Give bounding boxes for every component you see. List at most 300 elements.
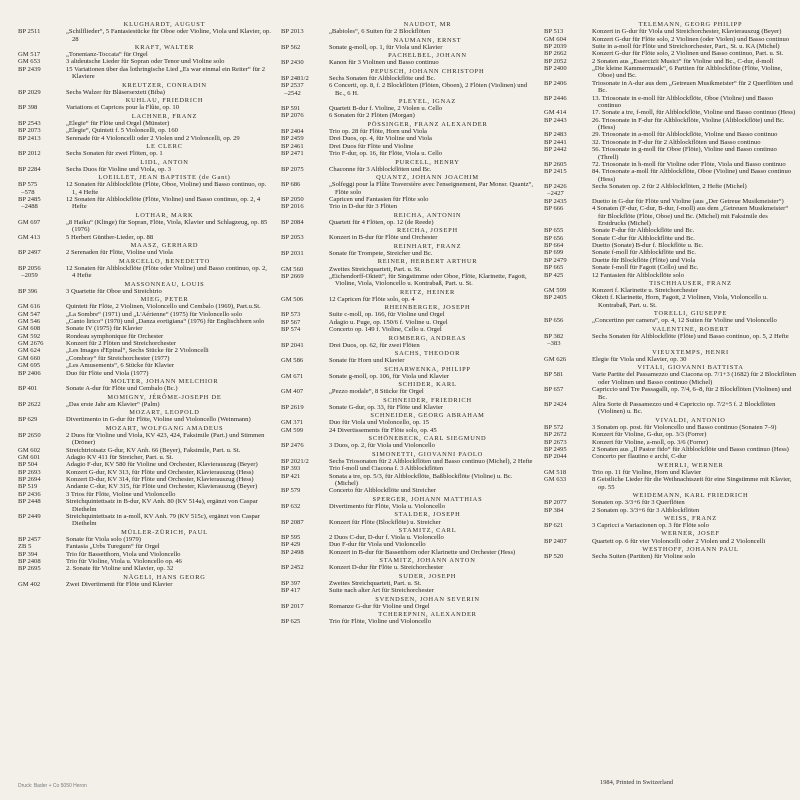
work-description: Sonate F-dur für Altblockflöte und Bc. xyxy=(592,227,695,235)
work-description: „Canto lirico“ (1970) und „Danza eortigiana“ (1976) für Englischhorn solo xyxy=(66,317,265,325)
work-description: 12 Sonaten für Altblockflöte (Flöte, Violine) und Basso continuo, op. 2, 4 Hefte xyxy=(66,196,261,211)
catalogue-number: BP 581 xyxy=(544,371,564,379)
composer-name: MARCELLO, BENEDETTO xyxy=(118,257,211,265)
composer-block xyxy=(281,121,534,158)
catalogue-number: GM 624 xyxy=(18,347,41,355)
catalogue-entry xyxy=(281,618,534,625)
catalogue-number: BP 396 xyxy=(18,287,38,295)
work-description: Streichquintettsatz in a-moll, KV Anh. 79 (KV 515c), ergänzt von Caspar Diethelm xyxy=(66,512,260,528)
catalogue-entry xyxy=(544,499,797,506)
catalogue-number: BP 562 xyxy=(281,43,301,51)
catalogue-number: BP 572 xyxy=(544,423,564,431)
catalogue-number: GM 653 xyxy=(18,58,41,66)
composer-block xyxy=(18,113,271,142)
work-description: 13. Triosonate in e-moll für Altblockflöte, Oboe (Violine) und Basso continuo xyxy=(592,94,774,109)
composer-block xyxy=(544,280,797,309)
composer-block xyxy=(281,159,534,174)
work-description: Sonate für Horn und Klavier xyxy=(329,357,405,365)
catalogue-entry xyxy=(281,273,534,288)
catalogue-entry xyxy=(544,553,797,560)
work-description: 6 Sonaten für 2 Flöten (Morgan) xyxy=(329,112,415,120)
composer-name: KREUTZER, CONRADIN xyxy=(122,81,207,89)
catalogue-number: GM 592 xyxy=(18,332,41,340)
work-description: Zweites Streichquartett, Part. u. St. xyxy=(329,579,422,587)
catalogue-entry xyxy=(544,235,797,242)
catalogue-number: BP 2012 xyxy=(18,150,41,158)
work-description: Konzert G-dur, KV 313, für Flöte und Orchester, Klavierauszug (Hess) xyxy=(66,468,254,476)
catalogue-page xyxy=(18,20,798,790)
composer-name: PURCELL, HENRY xyxy=(395,158,460,166)
work-description: 84. Triosonate a-moll für Altblockflöte, Oboe (Violine) und Basso continuo (Hess) xyxy=(592,168,792,183)
composer-block xyxy=(281,527,534,556)
composer-block xyxy=(544,349,797,364)
composer-name: KUHLAU, FRIEDRICH xyxy=(125,97,204,105)
catalogue-entry xyxy=(18,120,271,127)
catalogue-number: BP 699 xyxy=(544,249,564,257)
work-description: „Elegie“ für Flöte und Orgel (Münster) xyxy=(66,119,170,127)
catalogue-number: BP 657 xyxy=(544,386,564,394)
composer-block xyxy=(544,326,797,348)
catalogue-entry xyxy=(544,431,797,438)
catalogue-number: BP 2406 xyxy=(544,79,567,87)
catalogue-entry xyxy=(281,234,534,241)
composer-block xyxy=(18,409,271,424)
work-description: 12 Fantasien für Altblockflöte solo xyxy=(592,271,684,279)
composer-name: SPERGER, JOHANN MATTHIAS xyxy=(372,495,483,503)
catalogue-number: BP 2695 xyxy=(18,565,41,573)
catalogue-number: GM 602 xyxy=(18,446,41,454)
work-description: Sonaten op. 3/3+6 für 3 Querflöten xyxy=(592,499,685,507)
catalogue-entry xyxy=(544,257,797,264)
composer-name: PACHELBEL, JOHANN xyxy=(388,52,467,60)
composer-name: KLUGHARDT, AUGUST xyxy=(123,21,206,28)
catalogue-number: GM 2676 xyxy=(18,340,44,348)
catalogue-entry xyxy=(544,469,797,476)
catalogue-entry xyxy=(281,128,534,135)
catalogue-number: BP 656 xyxy=(544,317,564,325)
work-description: Konzert für Flöte (Blockflöte) u. Streicher xyxy=(329,518,441,526)
catalogue-entry xyxy=(281,319,534,326)
catalogue-entry xyxy=(18,536,271,543)
catalogue-number: BP 397 xyxy=(281,579,301,587)
work-description: 12 Sonaten für Altblockflöte (Flöte, Oboe, Violine) und Basso continuo, op. 1, 4 Hefte xyxy=(66,181,267,196)
work-description: „8 Haiku“ (Klinge) für Sopran, Flöte, Viola, Klavier und Schlagzeug, op. 85 (1976) xyxy=(66,218,268,234)
work-description: Trio für Violine, Viola u. Violoncello op. 46 xyxy=(66,557,182,565)
work-description: Duette für Blockflöte (Flöte) und Viola xyxy=(592,256,696,264)
work-description: Sechs Sonaten für Altblockflöte (Flöte) und Basso continuo, op. 5, 2 Hefte xyxy=(592,332,789,340)
catalogue-number: BP 2056 –2059 xyxy=(18,264,41,280)
work-description: Zwei Divertimenti für Flöte und Klavier xyxy=(66,580,173,588)
catalogue-number: GM 671 xyxy=(281,372,304,380)
catalogue-entry xyxy=(281,112,534,119)
composer-name: REITZ, HEINER xyxy=(399,288,456,296)
work-description: 3 Quartette für Oboe und Streichtrio xyxy=(66,287,162,295)
composer-block xyxy=(544,21,797,279)
work-description: Romanze G-dur für Violine und Orgel xyxy=(329,602,430,610)
work-description: Varie Partite del Passamezzo und Ciacona op. 7/1+3 (1682) für 2 Blockflöten oder Violinen und Basso continuo (Michel) xyxy=(592,371,797,386)
catalogue-entry xyxy=(281,181,534,196)
catalogue-number: BP 2405 xyxy=(544,294,567,302)
catalogue-entry xyxy=(18,347,271,354)
composer-name: WEIDEMANN, KARL FRIEDRICH xyxy=(632,492,749,499)
composer-block xyxy=(281,37,534,52)
work-description: Adagio u. Fuge, op. 150/6 f. Violine u. Orgel xyxy=(329,318,448,326)
catalogue-number: BP 425 xyxy=(544,271,564,279)
catalogue-entry xyxy=(18,370,271,377)
work-description: Sonate für Trompete, Streicher und Bc. xyxy=(329,250,433,258)
catalogue-number: BP 2441 xyxy=(544,138,567,146)
composer-name: LOTHAR, MARK xyxy=(135,211,194,219)
catalogue-number: GM 697 xyxy=(18,218,41,226)
work-description: „Concertino per camera“, op. 4, 12 Suiten für Violine und Violoncello xyxy=(592,317,777,325)
work-description: Altra Sorte di Passamezzo und 4 Capriccio op. 7/2+5 f. 2 Blockflöten (Violinen) u. Bc. xyxy=(592,400,776,416)
work-description: Rondeau symphonique für Orchester xyxy=(66,332,164,340)
work-description: 12 Sonaten für Altblockflöte (Flöte oder Violine) und Basso continuo, op. 2, 4 Hefte xyxy=(66,264,267,280)
composer-block xyxy=(281,412,534,434)
catalogue-entry xyxy=(544,28,797,35)
work-description: 3 Sonaten op. post. für Violoncello und Basso continuo (Sonaten 7–9) xyxy=(592,423,777,431)
catalogue-entry xyxy=(544,183,797,198)
catalogue-entry xyxy=(18,581,271,588)
composer-name: REINHART, FRANZ xyxy=(393,242,462,250)
catalogue-number: BP 665 xyxy=(544,264,564,272)
work-description: „Tonentanz-Toccata“ für Orgel xyxy=(66,51,148,59)
composer-name: TELEMANN, GEORG PHILIPP xyxy=(638,21,743,28)
work-description: 29. Triosonate in a-moll für Altblockflöte, Violine und Basso continuo xyxy=(592,131,778,139)
composer-name: VIEUXTEMPS, HENRI xyxy=(652,348,729,356)
composer-name: SCHÖNEBECK, CARL SIEGMUND xyxy=(368,435,487,443)
catalogue-entry xyxy=(281,311,534,318)
catalogue-entry xyxy=(18,476,271,483)
catalogue-number: GM 414 xyxy=(544,109,567,117)
work-description: „Schilflieder“, 5 Fantasiestücke für Oboe oder Violine, Viola und Klavier, op. 28 xyxy=(66,28,271,43)
work-description: Sonate IV (1975) für Klavier xyxy=(66,325,143,333)
catalogue-entry xyxy=(281,203,534,210)
composer-block xyxy=(281,573,534,595)
work-description: Sonate G-dur, op. 33, für Flöte und Klavier xyxy=(329,403,444,411)
catalogue-entry xyxy=(18,51,271,58)
work-description: Streichtrioisatz G-dur, KV Anh. 66 (Beyer), Faksimile, Part. u. St. xyxy=(66,446,241,454)
work-description: Serenade für 4 Violoncelli oder 2 Violen und 2 Violoncelli, op. 29 xyxy=(66,134,240,142)
composer-name: MOMIGNY, JÉRÔME-JOSEPH DE xyxy=(107,393,222,401)
work-description: 26. Triosonate in F-dur für Altblockflöte, Violine (Altblockflöte) und Bc. (Hess) xyxy=(592,116,785,132)
catalogue-number: BP 2471 xyxy=(281,150,304,158)
catalogue-number: BP 2672 xyxy=(544,431,567,439)
catalogue-number: BP 2408 xyxy=(18,557,41,565)
composer-name: VALENTINE, ROBERT xyxy=(652,325,729,333)
catalogue-entry xyxy=(544,95,797,110)
catalogue-entry xyxy=(544,522,797,529)
catalogue-entry xyxy=(281,143,534,150)
work-description: Elegie für Viola und Klavier, op. 30 xyxy=(592,355,687,363)
composer-name: LOEILLET, JEAN BAPTISTE (de Gant) xyxy=(98,174,231,182)
composer-name: MÜLLER-ZÜRICH, PAUL xyxy=(121,528,208,536)
catalogue-entry xyxy=(18,89,271,96)
catalogue-entry xyxy=(281,388,534,395)
work-description: Kanon für 3 Violinen und Basso continuo xyxy=(329,59,439,67)
work-description: Oktett f. Klarinette, Horn, Fagott, 2 Violinen, Viola, Violoncello u. Kontrabaß, Part. u. St. xyxy=(592,294,768,309)
work-description: Suite c-moll, op. 166, für Violine und Orgel xyxy=(329,311,445,319)
composer-block xyxy=(18,258,271,280)
catalogue-entry xyxy=(18,135,271,142)
catalogue-entry xyxy=(281,135,534,142)
composer-name: PÖSSINGER, FRANZ ALEXANDER xyxy=(367,120,488,128)
catalogue-number: BP 2605 xyxy=(544,160,567,168)
composer-block xyxy=(281,227,534,242)
catalogue-entry xyxy=(18,385,271,392)
work-description: „La Sombre“ (1971) und „L'Aérienne“ (1975) für Violoncello solo xyxy=(66,310,243,318)
composer-name: STALDER, JOSEPH xyxy=(394,511,461,519)
composer-name: TISCHHAUSER, FRANZ xyxy=(649,279,732,287)
catalogue-number: BP 2415 xyxy=(544,168,567,176)
composer-block xyxy=(281,451,534,495)
catalogue-number: BP 504 xyxy=(18,461,38,469)
composer-block xyxy=(281,335,534,350)
work-description: Adagio F-dur, KV 580 für Violine und Orchester, Klavierauszug (Beyer) xyxy=(66,461,258,469)
work-description: Variations et Caprices pour la Flûte, op. 10 xyxy=(66,104,179,112)
work-description: „Das erste Jahr am Klavier“ (Palm) xyxy=(66,400,160,408)
catalogue-number: BP 2031 xyxy=(281,250,304,258)
catalogue-number: BP 2476 xyxy=(281,442,304,450)
catalogue-entry xyxy=(544,264,797,271)
catalogue-entry xyxy=(18,340,271,347)
composer-block xyxy=(281,289,534,304)
catalogue-number: BP 2481/2 xyxy=(281,74,309,82)
work-description: Trio F-dur, op. 16, für Flöte, Viola u. Cello xyxy=(329,150,443,158)
catalogue-entry xyxy=(281,166,534,173)
composer-name: SCHIDER, KARL xyxy=(398,381,457,389)
work-description: Konzert für Violine, G-dur, op. 3/3 (Forrer) xyxy=(592,431,707,439)
catalogue-number: BP 2029 xyxy=(18,88,41,96)
catalogue-entry xyxy=(18,333,271,340)
composer-block xyxy=(281,557,534,572)
catalogue-number: GM 402 xyxy=(18,580,41,588)
composer-block xyxy=(281,596,534,611)
catalogue-number: BP 2443 xyxy=(544,116,567,124)
catalogue-entry xyxy=(18,543,271,550)
work-description: Divertimento in G-dur für Flöte, Violine und Violoncello (Weinmann) xyxy=(66,416,251,424)
composer-block xyxy=(281,511,534,526)
catalogue-number: GM 608 xyxy=(18,325,41,333)
catalogue-number: BP 2413 xyxy=(18,134,41,142)
catalogue-entry xyxy=(18,166,271,173)
work-description: 3 Capricci a Variazionen op. 3 für Flöte solo xyxy=(592,522,709,530)
composer-name: LACHNER, FRANZ xyxy=(131,112,198,120)
work-description: Andante C-dur, KV 315, für Flöte und Orchester, Klavierauszug (Beyer) xyxy=(66,483,258,491)
catalogue-entry xyxy=(18,498,271,513)
catalogue-entry xyxy=(18,362,271,369)
composer-block xyxy=(544,462,797,491)
composer-block xyxy=(18,394,271,409)
catalogue-entry xyxy=(544,287,797,294)
catalogue-number: BP 2511 xyxy=(18,28,41,36)
composer-block xyxy=(281,435,534,450)
composer-block xyxy=(281,68,534,97)
catalogue-number: BP 2016 xyxy=(281,203,304,211)
work-description: 12 Capricen für Flöte solo, op. 4 xyxy=(329,295,415,303)
catalogue-number: BP 2435 xyxy=(544,197,567,205)
work-description: Konzert für 2 Flöten und Streichorchester xyxy=(66,340,177,348)
work-description: Quartett für 4 Flöten, op. 12 (de Reede) xyxy=(329,218,434,226)
catalogue-entry xyxy=(281,105,534,112)
catalogue-number: BP 2013 xyxy=(281,28,304,36)
catalogue-number: BP 2650 xyxy=(18,431,41,439)
catalogue-number: GM 604 xyxy=(544,35,567,43)
composer-name: QUANTZ, JOHANN JOACHIM xyxy=(376,174,479,182)
work-description: Sonate g-moll, op. 106, für Viola und Klavier xyxy=(329,372,449,380)
composer-name: MOLTER, JOHANN MELCHIOR xyxy=(110,377,219,385)
catalogue-number: BP 2537 –2542 xyxy=(281,82,304,97)
catalogue-entry xyxy=(281,519,534,526)
catalogue-entry xyxy=(281,458,534,465)
work-description: Sechs Sonaten für Altblockflöte und Bc. xyxy=(329,74,436,82)
work-description: Trio op. 11 für Violine, Horn und Klavier xyxy=(592,468,702,476)
catalogue-number: BP 417 xyxy=(281,587,301,595)
catalogue-column-2 xyxy=(281,20,534,790)
work-description: Sonate g-moll, op. 1, für Viola und Klavier xyxy=(329,43,443,51)
catalogue-number: BP 595 xyxy=(281,534,301,542)
catalogue-number: GM 517 xyxy=(18,51,41,59)
catalogue-entry xyxy=(281,473,534,488)
composer-name: SIMONETTI, GIOVANNI PAOLO xyxy=(371,450,484,458)
composer-name: PEPUSCH, JOHANN CHRISTOPH xyxy=(370,67,485,75)
catalogue-number: BP 575 –578 xyxy=(18,181,38,196)
catalogue-entry xyxy=(281,603,534,610)
work-description: 5 Herbert Günther-Lieder, op. 88 xyxy=(66,233,154,241)
work-description: Konzert für Violine, a-moll, op. 3/6 (Forrer) xyxy=(592,438,709,446)
catalogue-entry xyxy=(18,234,271,241)
work-description: Sechs Suiten (Partiten) für Violine solo xyxy=(592,553,696,561)
composer-name: LIDL, ANTON xyxy=(140,158,189,166)
catalogue-entry xyxy=(544,249,797,256)
catalogue-column-1 xyxy=(18,20,271,790)
catalogue-number: GM 633 xyxy=(544,476,567,484)
composer-block xyxy=(281,350,534,365)
catalogue-number: BP 2041 xyxy=(281,341,304,349)
catalogue-entry xyxy=(544,272,797,279)
catalogue-entry xyxy=(18,416,271,423)
composer-block xyxy=(18,425,271,528)
catalogue-entry xyxy=(544,401,797,416)
catalogue-entry xyxy=(18,150,271,157)
work-description: Concerto op. 149 f. Violine, Cello u. Orgel xyxy=(329,326,442,334)
work-description: Sechs Sonaten für zwei Flöten, op. 1 xyxy=(66,150,163,158)
work-description: Trio in D-dur für 3 Flöten xyxy=(329,203,398,211)
catalogue-entry xyxy=(281,580,534,587)
composer-name: WESTHOFF, JOHANN PAUL xyxy=(642,546,739,554)
composer-name: VIVALDI, ANTONIO xyxy=(655,416,726,424)
composer-name: REICHA, ANTONIN xyxy=(393,211,462,219)
work-description: Suite in a-moll für Flöte und Streichorchester, Part., St. u. KA (Michel) xyxy=(592,42,780,50)
work-description: Konzert in B-dur für Bassetthorn oder Klarinette und Orchester (Hess) xyxy=(329,548,516,556)
work-description: Konzert in G-dur für Viola und Streichorchester, Klavierauszug (Beyer) xyxy=(592,28,782,36)
composer-name: WEISS, FRANZ xyxy=(664,514,717,522)
composer-block xyxy=(18,281,271,296)
work-description: 2 Sonaten aus „Essercizii Musici“ für Violine und Bc., C-dur, d-moll xyxy=(592,57,774,65)
composer-block xyxy=(18,378,271,393)
composer-block xyxy=(544,515,797,530)
work-description: Konzert G-dur für Flöte solo, 2 Violinen und Basso continuo, Part. u. St. xyxy=(592,50,784,58)
work-description: Quintett für Flöte, 2 Violinen, Violoncello und Cembalo (1969), Part.u.St. xyxy=(66,303,261,311)
catalogue-entry xyxy=(281,82,534,97)
catalogue-number: BP 2017 xyxy=(281,602,304,610)
work-description: Capriccio und Tre Passagalli, op. 7/4, 6–8, für 2 Blockflöten (Violinen) und Bc. xyxy=(592,386,792,401)
catalogue-number: BP 429 xyxy=(281,541,301,549)
work-description: Konzert G-dur für Flöte solo, 2 Violinen (oder Violen) und Basso continuo xyxy=(592,35,790,43)
work-description: Quartett op. 6 für vier Violoncelli oder 2 Violen und 2 Violoncelli xyxy=(592,537,766,545)
composer-block xyxy=(281,381,534,396)
catalogue-number: ZB 5 xyxy=(18,543,32,551)
composer-name: LE CLERC xyxy=(146,142,183,150)
catalogue-number: GM 599 xyxy=(544,287,567,295)
catalogue-number: BP 2669 xyxy=(281,272,304,280)
work-description: „Die kleine Kammermusik“, 6 Partiten für Altblockflöte (Flöte, Violine, Oboe) und Bc. xyxy=(592,65,783,80)
catalogue-number: GM 547 xyxy=(18,310,41,318)
catalogue-number: BP 2457 xyxy=(18,535,41,543)
catalogue-number: BP 520 xyxy=(544,553,564,561)
composer-block xyxy=(18,82,271,97)
catalogue-number: BP 2694 xyxy=(18,476,41,484)
work-description: 2 Sonaten aus „Il Pastor fido“ für Altblockflöte und Basso continuo (Hess) xyxy=(592,445,789,453)
catalogue-entry xyxy=(281,196,534,203)
work-description: „Babioles“, 6 Suiten für 2 Blockflöten xyxy=(329,28,431,36)
composer-block xyxy=(544,310,797,325)
catalogue-number: BP 2073 xyxy=(18,127,41,135)
catalogue-entry xyxy=(18,565,271,572)
composer-name: KRAFT, WALTER xyxy=(134,43,195,51)
catalogue-number: BP 2436 xyxy=(18,490,41,498)
catalogue-entry xyxy=(281,549,534,556)
work-description: Trio für Bassetthorn, Viola und Violoncello xyxy=(66,550,181,558)
composer-name: NÄGELI, HANS GEORG xyxy=(123,573,206,581)
catalogue-number: GM 560 xyxy=(281,265,304,273)
catalogue-number: BP 573 xyxy=(281,311,301,319)
catalogue-number: BP 2448 xyxy=(18,498,41,506)
composer-block xyxy=(281,212,534,227)
catalogue-entry xyxy=(544,117,797,132)
catalogue-entry xyxy=(281,587,534,594)
catalogue-number: BP 2449 xyxy=(18,512,41,520)
composer-block xyxy=(18,212,271,241)
catalogue-number: GM 371 xyxy=(281,419,304,427)
catalogue-entry xyxy=(544,439,797,446)
work-description: 8 Geistliche Lieder für die Weihnachtszeit für eine Singstimme mit Klavier, op. 55 xyxy=(592,476,792,491)
composer-name: MOZART, LEOPOLD xyxy=(129,409,200,417)
catalogue-number: BP 2543 xyxy=(18,119,41,127)
composer-block xyxy=(281,258,534,287)
work-description: Concerto per flautino e archi, C-dur xyxy=(592,453,687,461)
catalogue-entry xyxy=(544,453,797,460)
work-description: Streichquintettsatz in B-dur, KV Anh. 80 (KV 514a), ergänzt von Caspar Diethelm xyxy=(66,498,258,513)
work-description: „Pezzo modale“, 8 Stücke für Orgel xyxy=(329,388,424,396)
catalogue-entry xyxy=(18,513,271,528)
catalogue-entry xyxy=(18,181,271,196)
catalogue-entry xyxy=(281,541,534,548)
composer-name: SVENDSEN, JOHAN SEVERIN xyxy=(375,595,480,603)
catalogue-entry xyxy=(281,250,534,257)
work-description: Sechs Triosonaten für 2 Altblockflöten und Basso continuo (Michel), 2 Hefte xyxy=(329,457,533,465)
work-description: Sonate für Viola solo (1979) xyxy=(66,535,141,543)
catalogue-entry xyxy=(544,538,797,545)
work-description: Trio op. 28 für Flöte, Horn und Viola xyxy=(329,128,427,136)
composer-name: NAUDOT, MR xyxy=(403,21,452,28)
catalogue-number: BP 2424 xyxy=(544,400,567,408)
composer-name: MAASZ, GERHARD xyxy=(130,242,199,250)
work-description: 4 Sonaten (F-dur, C-dur, B-dur, f-moll) aus dem „Getreuen Musikmeister“ für Blockflöte (Flöte, Oboe) und Bc. (Michel) mit Faksimile des Erstdrucks (Michel) xyxy=(592,205,789,227)
catalogue-entry xyxy=(544,161,797,168)
catalogue-entry xyxy=(281,266,534,273)
catalogue-number: GM 599 xyxy=(281,426,304,434)
